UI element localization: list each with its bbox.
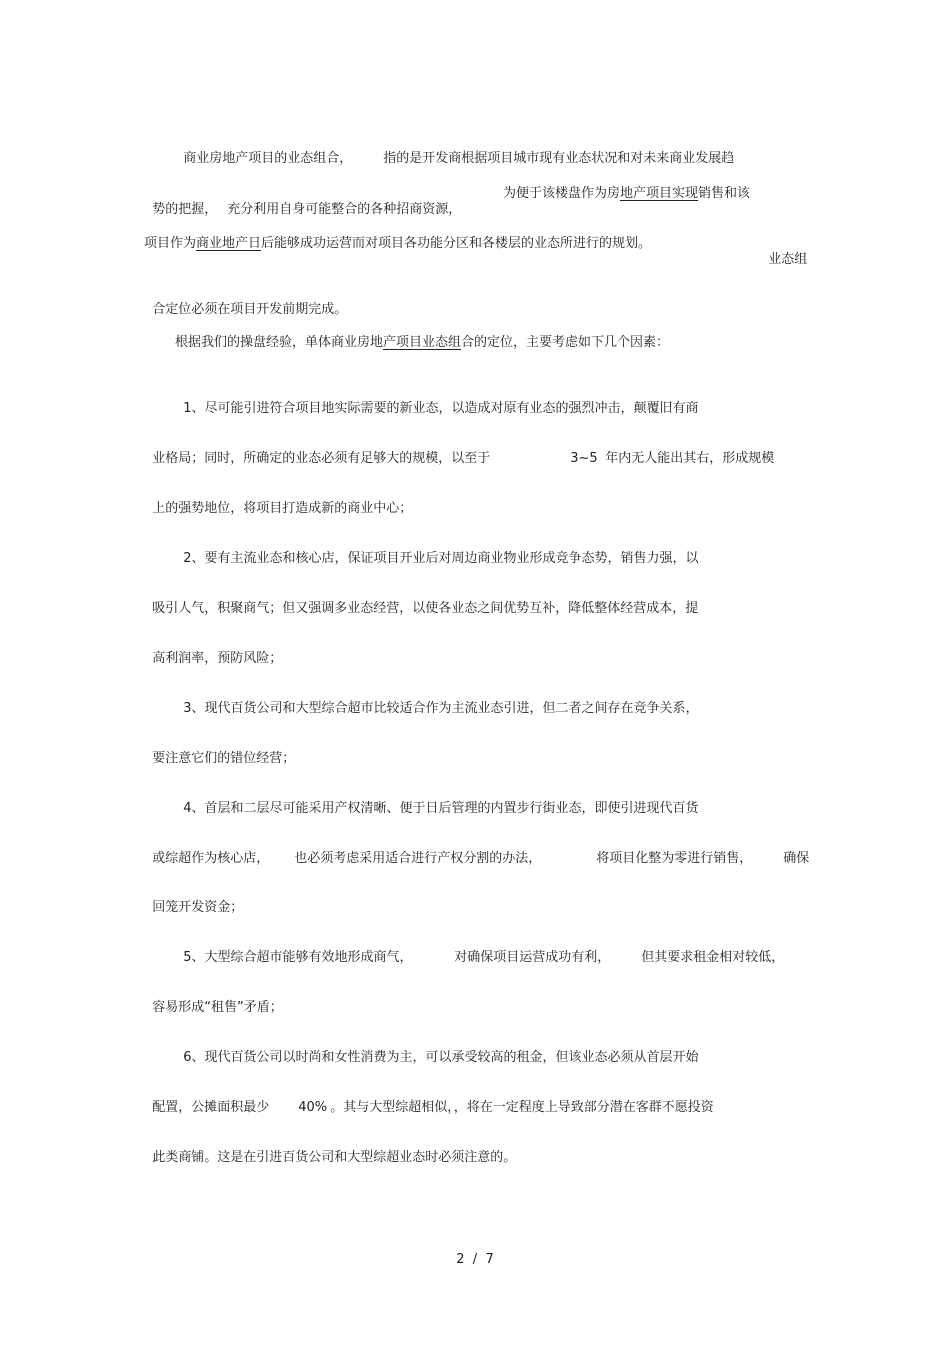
- text-segment: 项目作为: [144, 236, 197, 251]
- item4-line-2-b: [286, 835, 541, 867]
- text-segment: 6、现代百货公司以时尚和女性消费为主，可以承受较高的租金，但该业态必须从首层开始: [183, 1050, 699, 1065]
- item4-line-2-d: [775, 835, 809, 867]
- text-segment: 配置，公摊面积最少: [152, 1100, 270, 1115]
- text-segment: 1、尽可能引进符合项目地实际需要的新业态，以造成对原有业态的强烈冲击，颠覆旧有商: [183, 401, 699, 416]
- text-segment: 合的定位，主要考虑如下几个因素：: [461, 335, 670, 350]
- text-segment: 销售和该: [698, 186, 751, 201]
- item6-line-2-c: [322, 1084, 714, 1116]
- text-segment: 后能够成功运营而对项目各功能分区和各楼层的业态所进行的规划。: [261, 236, 652, 251]
- item1-line-3: [144, 485, 412, 517]
- text-segment: 吸引人气，积聚商气；但又强调多业态经营，以使各业态之间优势互补，降低整体经营成本，提: [152, 601, 699, 616]
- item5-line-2: [144, 984, 283, 1016]
- intro-line-2-c: [503, 186, 750, 202]
- text-segment: 3~5: [570, 451, 598, 466]
- text-segment: 但其要求租金相对较低，: [641, 950, 785, 965]
- item5-line-1-b: [446, 934, 610, 966]
- item6-line-3: [144, 1134, 516, 1166]
- intro-line-3: [144, 236, 651, 252]
- underlined-text-segment: 地产项目实现: [620, 186, 699, 201]
- text-segment: 将项目化整为零进行销售，: [596, 851, 753, 866]
- text-segment: 3、现代百货公司和大型综合超市比较适合作为主流业态引进，但二者之间存在竞争关系，: [183, 701, 699, 716]
- item4-line-3: [144, 884, 243, 916]
- text-segment: 或综超作为核心店，: [152, 851, 270, 866]
- text-segment: 上的强势地位，将项目打造成新的商业中心；: [152, 501, 413, 516]
- text-segment: 40%: [298, 1100, 328, 1115]
- item4-line-2-c: [588, 835, 752, 867]
- intro-line-2-b: [219, 186, 461, 218]
- text-segment: 2、要有主流业态和核心店，保证项目开业后对周边商业物业形成竞争态势，销售力强，以: [183, 551, 699, 566]
- text-segment: 合定位必须在项目开发前期完成。: [152, 302, 348, 317]
- text-segment: 指的是开发商根据项目城市现有业态状况和对未来商业发展趋: [383, 151, 735, 166]
- text-segment: 回笼开发资金；: [152, 900, 244, 915]
- text-segment: 。其与大型综超相似，，将在一定程度上导致部分潜在客群不愿投资: [330, 1100, 714, 1115]
- item2-line-2: [144, 585, 698, 617]
- item4-line-1: [175, 785, 699, 817]
- lead-line: [175, 335, 669, 351]
- text-segment: 业态组: [768, 252, 808, 267]
- item3-line-2: [144, 735, 295, 767]
- text-segment: 业格局；同时，所确定的业态必须有足够大的规模，以至于: [152, 451, 491, 466]
- text-segment: 4、首层和二层尽可能采用产权清晰、便于日后管理的内置步行街业态，即使引进现代百货: [183, 801, 699, 816]
- text-segment: 对确保项目运营成功有利，: [454, 950, 611, 965]
- text-segment: 为便于该楼盘作为房: [503, 186, 621, 201]
- text-segment: 根据我们的操盘经验，单体商业房地: [175, 335, 384, 350]
- underlined-text-segment: 商业地产日: [196, 236, 262, 251]
- text-segment: 年内无人能出其右，形成规模: [605, 451, 775, 466]
- intro-line-1: [175, 135, 352, 167]
- item2-line-1: [175, 535, 699, 567]
- item5-line-1: [175, 934, 413, 966]
- text-segment: 也必须考虑采用适合进行产权分割的办法，: [294, 851, 542, 866]
- item3-line-1: [175, 685, 699, 717]
- item1-line-2-c: [597, 435, 774, 467]
- page-number: 2 / 7: [456, 1252, 494, 1267]
- intro-line-3-d: [760, 236, 807, 268]
- text-segment: 5、大型综合超市能够有效地形成商气，: [183, 950, 413, 965]
- text-segment: 要注意它们的错位经营；: [152, 751, 296, 766]
- underlined-text-segment: 产项目业态组: [383, 335, 462, 350]
- text-segment: 充分利用自身可能整合的各种招商资源，: [227, 202, 462, 217]
- intro-line-4: [144, 286, 347, 318]
- item4-line-2: [144, 835, 269, 867]
- item2-line-3: [144, 635, 282, 667]
- item1-line-1: [175, 385, 699, 417]
- intro-line-2: [144, 186, 217, 218]
- item6-line-2: [144, 1084, 269, 1116]
- item6-line-1: [175, 1034, 699, 1066]
- text-segment: 确保: [783, 851, 810, 866]
- intro-line-1-cont: [375, 135, 734, 167]
- text-segment: 高利润率，预防风险；: [152, 651, 283, 666]
- text-segment: 容易形成“租售”矛盾；: [152, 1000, 283, 1015]
- text-segment: 此类商铺。这是在引进百货公司和大型综超业态时必须注意的。: [152, 1150, 517, 1165]
- item5-line-1-c: [633, 934, 784, 966]
- text-segment: 商业房地产项目的业态组合，: [183, 151, 353, 166]
- item1-line-2-b: [562, 435, 598, 467]
- item1-line-2: [144, 435, 490, 467]
- text-segment: 势的把握，: [152, 202, 218, 217]
